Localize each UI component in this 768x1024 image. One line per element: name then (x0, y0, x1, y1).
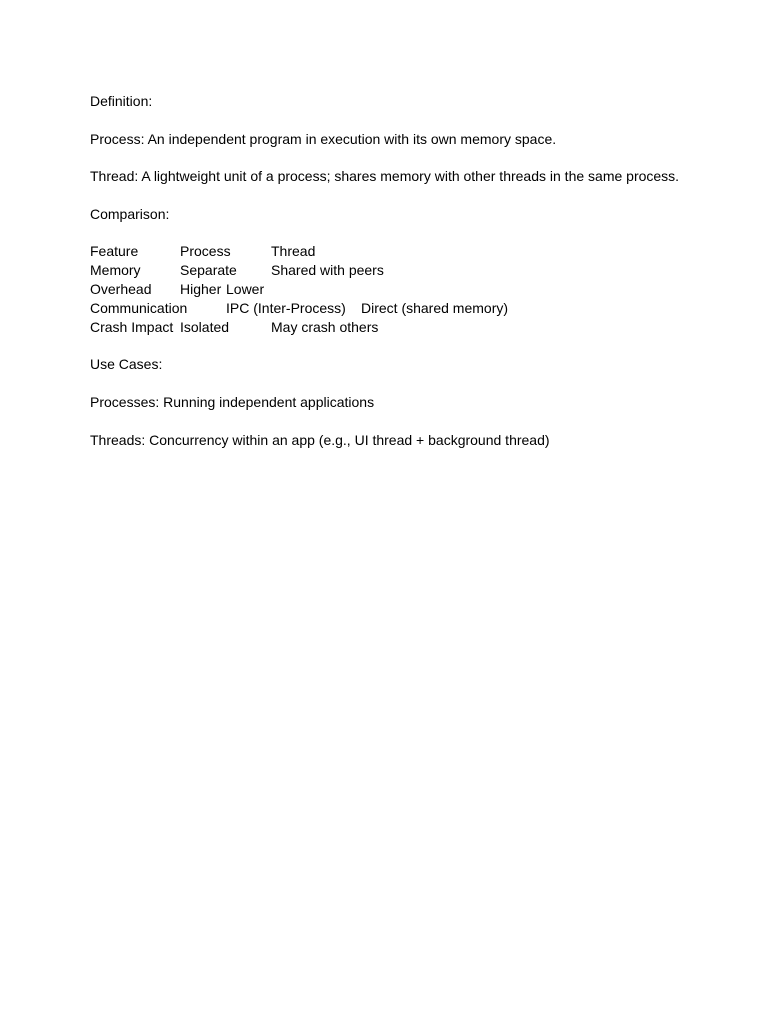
table-cell: Isolated (180, 319, 230, 335)
comparison-heading: Comparison: (90, 206, 170, 222)
table-cell: Memory (90, 262, 141, 278)
process-definition: Process: An independent program in execution with its own memory space. (90, 131, 557, 147)
table-cell: Lower (226, 281, 265, 297)
table-cell: Separate (180, 262, 237, 278)
threads-use-case: Threads: Concurrency within an app (e.g., UI thread + background thread) (90, 432, 550, 448)
table-row (90, 299, 690, 317)
table-cell: Feature (90, 243, 139, 259)
table-cell: Shared with peers (271, 262, 384, 278)
table-cell: May crash others (271, 319, 379, 335)
table-row (90, 318, 690, 336)
table-cell: Process (180, 243, 231, 259)
use-cases-heading: Use Cases: (90, 356, 163, 372)
definition-heading: Definition: (90, 93, 153, 109)
table-cell: Communication (90, 300, 188, 316)
thread-definition: Thread: A lightweight unit of a process; shares memory with other threads in the same process. (90, 168, 680, 184)
table-cell: Crash Impact (90, 319, 174, 335)
table-cell: Higher (180, 281, 222, 297)
table-cell: IPC (Inter-Process) (226, 300, 346, 316)
table-cell: Thread (271, 243, 316, 259)
table-cell: Direct (shared memory) (361, 300, 509, 316)
table-row (90, 242, 690, 260)
table-row (90, 261, 690, 279)
processes-use-case: Processes: Running independent applications (90, 394, 375, 410)
table-row (90, 280, 690, 298)
table-cell: Overhead (90, 281, 152, 297)
